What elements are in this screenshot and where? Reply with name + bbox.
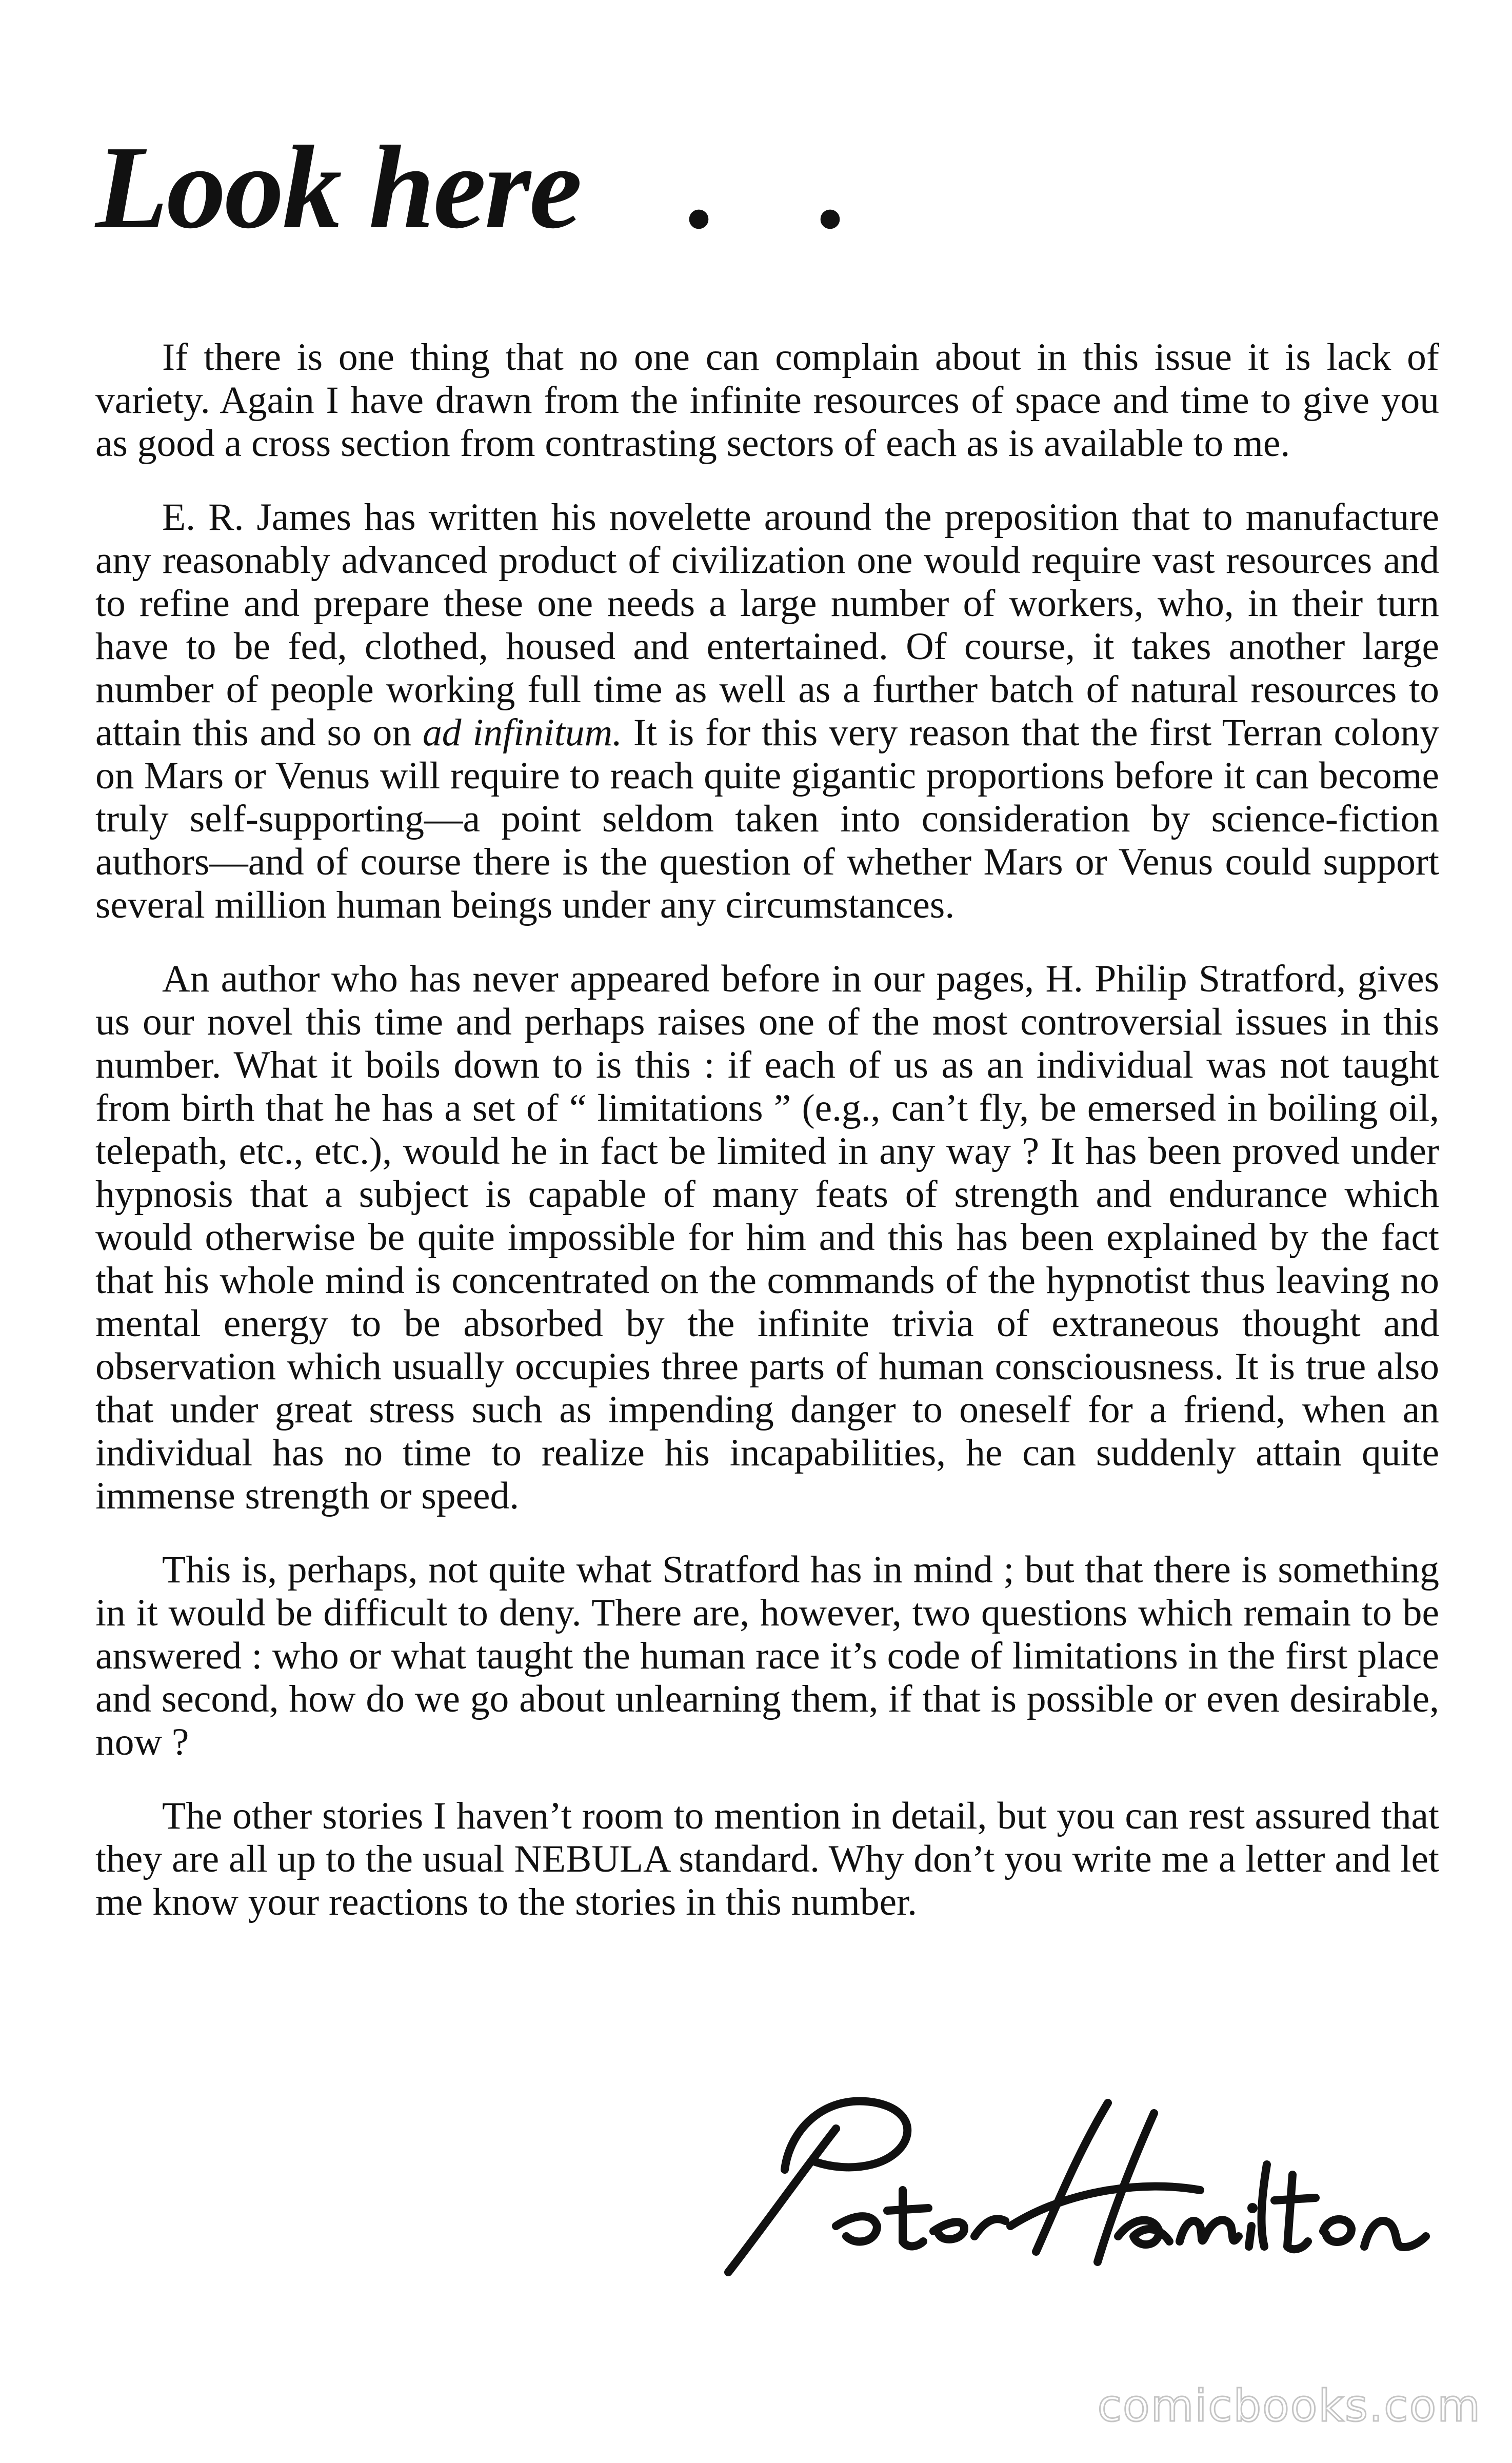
page-title: [95, 122, 1429, 253]
paragraph-james-novelette: [95, 496, 1439, 927]
title-text: Look here: [95, 122, 581, 253]
paragraph-variety: If there is one thing that no one can complain about in this issue it is lack of variety. Again I have drawn from the infinite resources of space and time to give you as good a cross section from contrasting sectors of each as is available to me.: [95, 336, 1439, 465]
editorial-body: [95, 336, 1439, 1955]
title-ellipsis: . .: [688, 122, 885, 253]
signature-graphic: [708, 2072, 1436, 2288]
paragraph-limitations-questions: This is, perhaps, not quite what Stratford has in mind ; but that there is something in it would be difficult to deny. There are, however, two questions which remain to be answered : who or what taught the human race it’s code of limitations in the first place and second, how do we go about unlearning them, if that is possible or even desirable, now ?: [95, 1548, 1439, 1763]
paragraph-text-before: E. R. James has written his novelette around the preposition that to manufacture any reasonably advanced product of civilization one would require vast resources and to refine and prepare these one needs a large number of workers, who, in their turn have to be fed, clothed, housed and entertained. Of course, it takes another large number of people working full time as well as a further batch of natural resources to attain this and so on: [95, 496, 1439, 754]
source-watermark: comicbooks.com: [1097, 2380, 1481, 2432]
paragraph-stratford-novel: An author who has never appeared before in our pages, H. Philip Stratford, gives us our novel this time and perhaps raises one of the most controversial issues in this number. What it boils down to is this : if each of us as an individual was not taught from birth that he has a set of “ limitations ” (e.g., can’t fly, be emersed in boiling oil, telepath, etc., etc.), would he in fact be limited in any way ? It has been proved under hypnosis that a subject is capable of many feats of strength and endurance which would otherwise be quite impossible for him and this has been explained by the fact that his whole mind is concentrated on the commands of the hypnotist thus leaving no mental energy to be absorbed by the infinite trivia of extraneous thought and observation which usually occupies three parts of human consciousness. It is true also that under great stress such as impending danger to oneself for a friend, when an individual has no time to realize his incapabilities, he can suddenly attain quite immense strength or speed.: [95, 958, 1439, 1517]
paragraph-italic-phrase: ad infinitum.: [423, 711, 622, 754]
editor-signature: [708, 2072, 1436, 2288]
paragraph-text-after: It is for this very reason that the first Terran colony on Mars or Venus will require to reach quite gigantic proportions before it can become truly self-supporting—a point seldom taken into consideration by science-fiction authors—and of course there is the question of whether Mars or Venus could support several million human beings under any circumstances.: [95, 711, 1439, 926]
paragraph-other-stories: The other stories I haven’t room to mention in detail, but you can rest assured that they are all up to the usual NEBULA standard. Why don’t you write me a letter and let me know your reactions to the stories in this number.: [95, 1795, 1439, 1923]
